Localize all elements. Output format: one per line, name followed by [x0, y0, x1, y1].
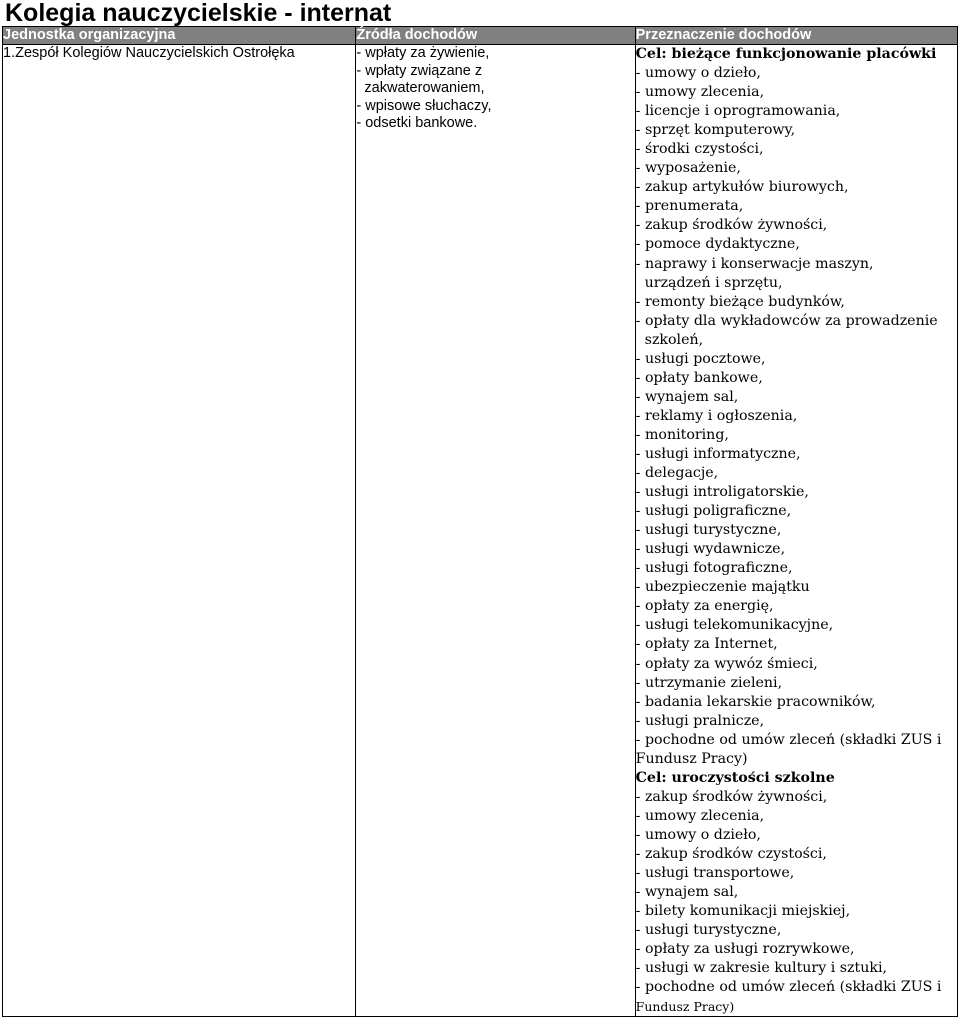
destination-item: - opłaty za energię,: [635, 598, 774, 615]
destination-goal-heading: Cel: bieżące funkcjonowanie placówki: [635, 46, 937, 62]
destination-item: - opłaty bankowe,: [635, 369, 763, 386]
destination-item: - usługi turystyczne,: [635, 522, 782, 539]
destination-item: - bilety komunikacji miejskiej,: [635, 903, 851, 920]
destination-list: [636, 45, 957, 1016]
destination-item: - usługi w zakresie kultury i sztuki,: [635, 960, 888, 977]
destination-item: - opłaty za wywóz śmieci,: [635, 655, 818, 672]
destination-item: - wynajem sal,: [635, 388, 739, 405]
destination-item: - remonty bieżące budynków,: [635, 293, 845, 310]
destination-item: - reklamy i ogłoszenia,: [635, 407, 798, 424]
destination-item: Fundusz Pracy): [635, 999, 735, 1015]
destination-item: - środki czystości,: [635, 141, 764, 158]
destination-item: - badania lekarskie pracowników,: [635, 693, 876, 710]
destination-item: - usługi telekomunikacyjne,: [635, 617, 834, 634]
destination-item: - wyposażenie,: [635, 160, 741, 177]
page-title: Kolegia nauczycielskie - internat: [5, 0, 392, 27]
destination-item: - umowy o dzieło,: [635, 826, 761, 843]
destination-item: - licencje i oprogramowania,: [635, 103, 841, 120]
header-unit: Jednostka organizacyjna: [3, 27, 356, 45]
destination-item: - utrzymanie zieleni,: [635, 674, 783, 691]
source-item: - odsetki bankowe.: [356, 115, 478, 131]
destination-item: - usługi poligraficzne,: [635, 503, 792, 520]
source-item: - wpisowe słuchaczy,: [356, 97, 492, 114]
destination-item: - zakup środków żywności,: [635, 788, 828, 805]
destination-item: - usługi introligatorskie,: [635, 484, 809, 501]
destination-item: - opłaty za usługi rozrywkowe,: [635, 941, 855, 958]
destination-item: - usługi wydawnicze,: [635, 541, 786, 558]
destination-item: - sprzęt komputerowy,: [635, 122, 796, 139]
destination-item: - monitoring,: [635, 426, 729, 443]
destination-item: szkoleń,: [635, 331, 704, 348]
income-table: [2, 26, 958, 1017]
table-header-row: [3, 27, 958, 45]
destination-item: - umowy o dzieło,: [635, 65, 761, 82]
destination-item: - ubezpieczenie majątku: [635, 579, 810, 596]
destination-item: Fundusz Pracy): [635, 750, 748, 767]
destination-item: - usługi pocztowe,: [635, 350, 766, 367]
destination-item: - umowy zlecenia,: [635, 84, 765, 101]
source-item: - wpłaty związane z: [356, 62, 483, 79]
header-sources: Źródła dochodów: [356, 27, 635, 45]
destination-item: - zakup artykułów biurowych,: [635, 179, 849, 196]
destination-item: - usługi turystyczne,: [635, 922, 782, 939]
destination-item: - opłaty dla wykładowców za prowadzenie: [635, 312, 938, 329]
destination-item: - pochodne od umów zleceń (składki ZUS i: [635, 979, 942, 996]
destination-item: - naprawy i konserwacje maszyn,: [635, 255, 874, 272]
destination-item: - opłaty za Internet,: [635, 636, 778, 653]
destination-item: - usługi transportowe,: [635, 865, 795, 882]
destination-item: - umowy zlecenia,: [635, 807, 765, 824]
table-row: [3, 45, 958, 1017]
destination-item: - delegacje,: [635, 465, 719, 482]
destination-item: - prenumerata,: [635, 198, 744, 215]
destination-item: - usługi pralnicze,: [635, 712, 765, 729]
header-destination: Przeznaczenie dochodów: [635, 27, 957, 45]
sources-list: [356, 45, 634, 133]
destination-item: - zakup środków żywności,: [635, 217, 828, 234]
destination-item: - wynajem sal,: [635, 884, 739, 901]
destination-item: - pochodne od umów zleceń (składki ZUS i: [635, 731, 942, 748]
source-item: zakwaterowaniem,: [356, 80, 485, 96]
destination-cell: [635, 45, 957, 1017]
destination-goal-heading: Cel: uroczystości szkolne: [635, 769, 835, 786]
sources-cell: [356, 45, 635, 1017]
destination-item: - zakup środków czystości,: [635, 845, 827, 862]
destination-item: - usługi fotograficzne,: [635, 560, 793, 577]
unit-name: 1.Zespół Kolegiów Nauczycielskich Ostrołęka: [3, 45, 295, 61]
source-item: - wpłaty za żywienie,: [356, 45, 490, 61]
destination-item: - usługi informatyczne,: [635, 445, 801, 462]
destination-item: - pomoce dydaktyczne,: [635, 236, 800, 253]
unit-cell: [3, 45, 356, 1017]
destination-item: urządzeń i sprzętu,: [635, 274, 783, 291]
